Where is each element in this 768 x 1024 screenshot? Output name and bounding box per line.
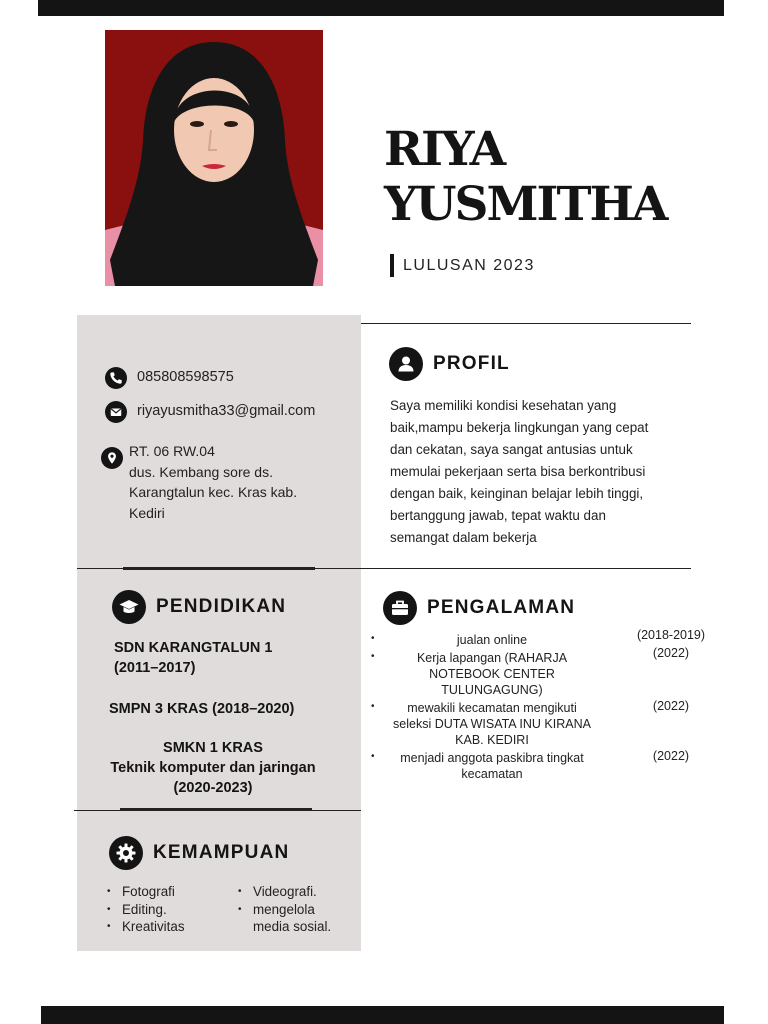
bullet: •: [371, 633, 375, 644]
skill-item: [238, 883, 331, 901]
bullet: •: [371, 751, 375, 762]
email-address: riyayusmitha33@gmail.com: [137, 403, 316, 419]
bullet-spacer: [238, 918, 253, 936]
graduation-cap-icon: [112, 590, 146, 624]
education-item: [114, 638, 272, 678]
profil-line: bertanggung jawab, tepat waktu dan: [390, 508, 606, 523]
school-name: SDN KARANGTALUN 1: [114, 640, 273, 656]
school-years: (2011–2017): [114, 660, 196, 676]
skill-label: Videografi.: [253, 884, 317, 899]
experience-list: [370, 628, 710, 783]
skill-label: Fotografi: [122, 884, 175, 899]
divider-accent: [123, 567, 315, 570]
tagline: LULUSAN 2023: [390, 254, 535, 277]
skill-label: media sosial.: [253, 919, 332, 934]
school-years: (2020-2023): [173, 780, 253, 796]
experience-line: kecamatan: [461, 767, 523, 781]
experience-line: Kerja lapangan (RAHARJA: [416, 651, 568, 665]
pendidikan-heading: [112, 590, 286, 624]
address-line: RT. 06 RW.04: [129, 443, 215, 459]
location-pin-icon: [101, 447, 123, 469]
experience-line: NOTEBOOK CENTER: [429, 667, 555, 681]
bottom-bar: [41, 1006, 724, 1024]
experience-desc: [384, 749, 600, 782]
bullet: •: [107, 903, 111, 915]
contact-address: [101, 441, 329, 523]
experience-line: TULUNGAGUNG): [441, 683, 543, 697]
skill-item: [107, 918, 185, 936]
profil-title: PROFIL: [433, 353, 510, 374]
education-item: [85, 738, 341, 798]
skill-label: Editing.: [122, 901, 167, 917]
bullet: •: [107, 921, 111, 932]
name-first: RIYA: [384, 122, 505, 177]
address: [129, 441, 329, 523]
experience-item: [370, 646, 710, 698]
experience-line: menjadi anggota paskibra tingkat: [400, 751, 584, 765]
profil-line: semangat dalam bekerja: [390, 530, 537, 545]
pendidikan-title: PENDIDIKAN: [156, 596, 287, 617]
top-bar: [38, 0, 724, 16]
profil-line: dan cekatan, saya sangat antusias untuk: [390, 442, 633, 457]
phone-icon: [105, 367, 127, 389]
school-name: SMKN 1 KRAS: [163, 740, 263, 756]
pengalaman-heading: [383, 591, 575, 625]
experience-year: (2022): [652, 749, 690, 763]
bullet: •: [371, 651, 375, 662]
experience-item: [370, 749, 710, 782]
experience-line: jualan online: [456, 633, 528, 647]
experience-year: (2018-2019): [636, 628, 706, 642]
gear-icon: [109, 836, 143, 870]
bullet: •: [238, 886, 242, 897]
education-item: [109, 699, 294, 719]
phone-number: 085808598575: [137, 369, 234, 385]
skills-list-right: [238, 883, 331, 936]
school-name: SMPN 3 KRAS (2018–2020): [109, 701, 295, 717]
profil-line: baik,mampu bekerja lingkungan yang cepat: [390, 420, 649, 435]
kemampuan-heading: [109, 836, 289, 870]
experience-line: mewakili kecamatan mengikuti: [407, 701, 577, 715]
profil-line: Saya memiliki kondisi kesehatan yang: [390, 398, 617, 413]
bullet: •: [238, 903, 242, 915]
experience-year: (2022): [652, 699, 690, 713]
school-major: Teknik komputer dan jaringan: [110, 760, 316, 776]
contact-phone: [105, 367, 234, 389]
experience-desc: [384, 631, 600, 648]
experience-desc: [384, 649, 600, 698]
profil-line: memulai pekerjaan serta bisa berkontribusi: [390, 464, 646, 479]
pengalaman-title: PENGALAMAN: [427, 597, 576, 618]
experience-item: [370, 699, 710, 748]
skill-item: [107, 883, 185, 901]
experience-year: (2022): [652, 646, 690, 660]
mail-icon: [105, 401, 127, 423]
address-line: Kediri: [129, 504, 165, 521]
user-icon: [389, 347, 423, 381]
bullet: •: [371, 701, 375, 712]
profil-heading: [389, 347, 510, 381]
bullet: •: [107, 886, 111, 897]
skills-list-left: [107, 883, 185, 936]
name-last: YUSMITHA: [384, 177, 667, 232]
skill-item: [238, 901, 331, 919]
address-line: dus. Kembang sore ds.: [129, 463, 273, 480]
profil-text: [390, 395, 690, 549]
kemampuan-title: KEMAMPUAN: [153, 842, 290, 863]
experience-line: KAB. KEDIRI: [455, 733, 529, 747]
profil-line: dengan baik, keinginan belajar lebih tinggi,: [390, 486, 644, 501]
skill-label: Kreativitas: [122, 919, 185, 934]
skill-item: [238, 918, 331, 936]
experience-line: seleksi DUTA WISATA INU KIRANA: [393, 717, 591, 731]
address-line: Karangtalun kec. Kras kab.: [129, 484, 298, 500]
skill-item: [107, 901, 185, 919]
divider-accent-2: [120, 808, 312, 811]
profile-photo: [105, 30, 323, 286]
candidate-name: [384, 122, 666, 232]
divider-profil-top: [361, 323, 691, 324]
experience-desc: [384, 699, 600, 748]
briefcase-icon: [383, 591, 417, 625]
contact-email: [105, 401, 315, 423]
skill-label: mengelola: [253, 901, 315, 917]
